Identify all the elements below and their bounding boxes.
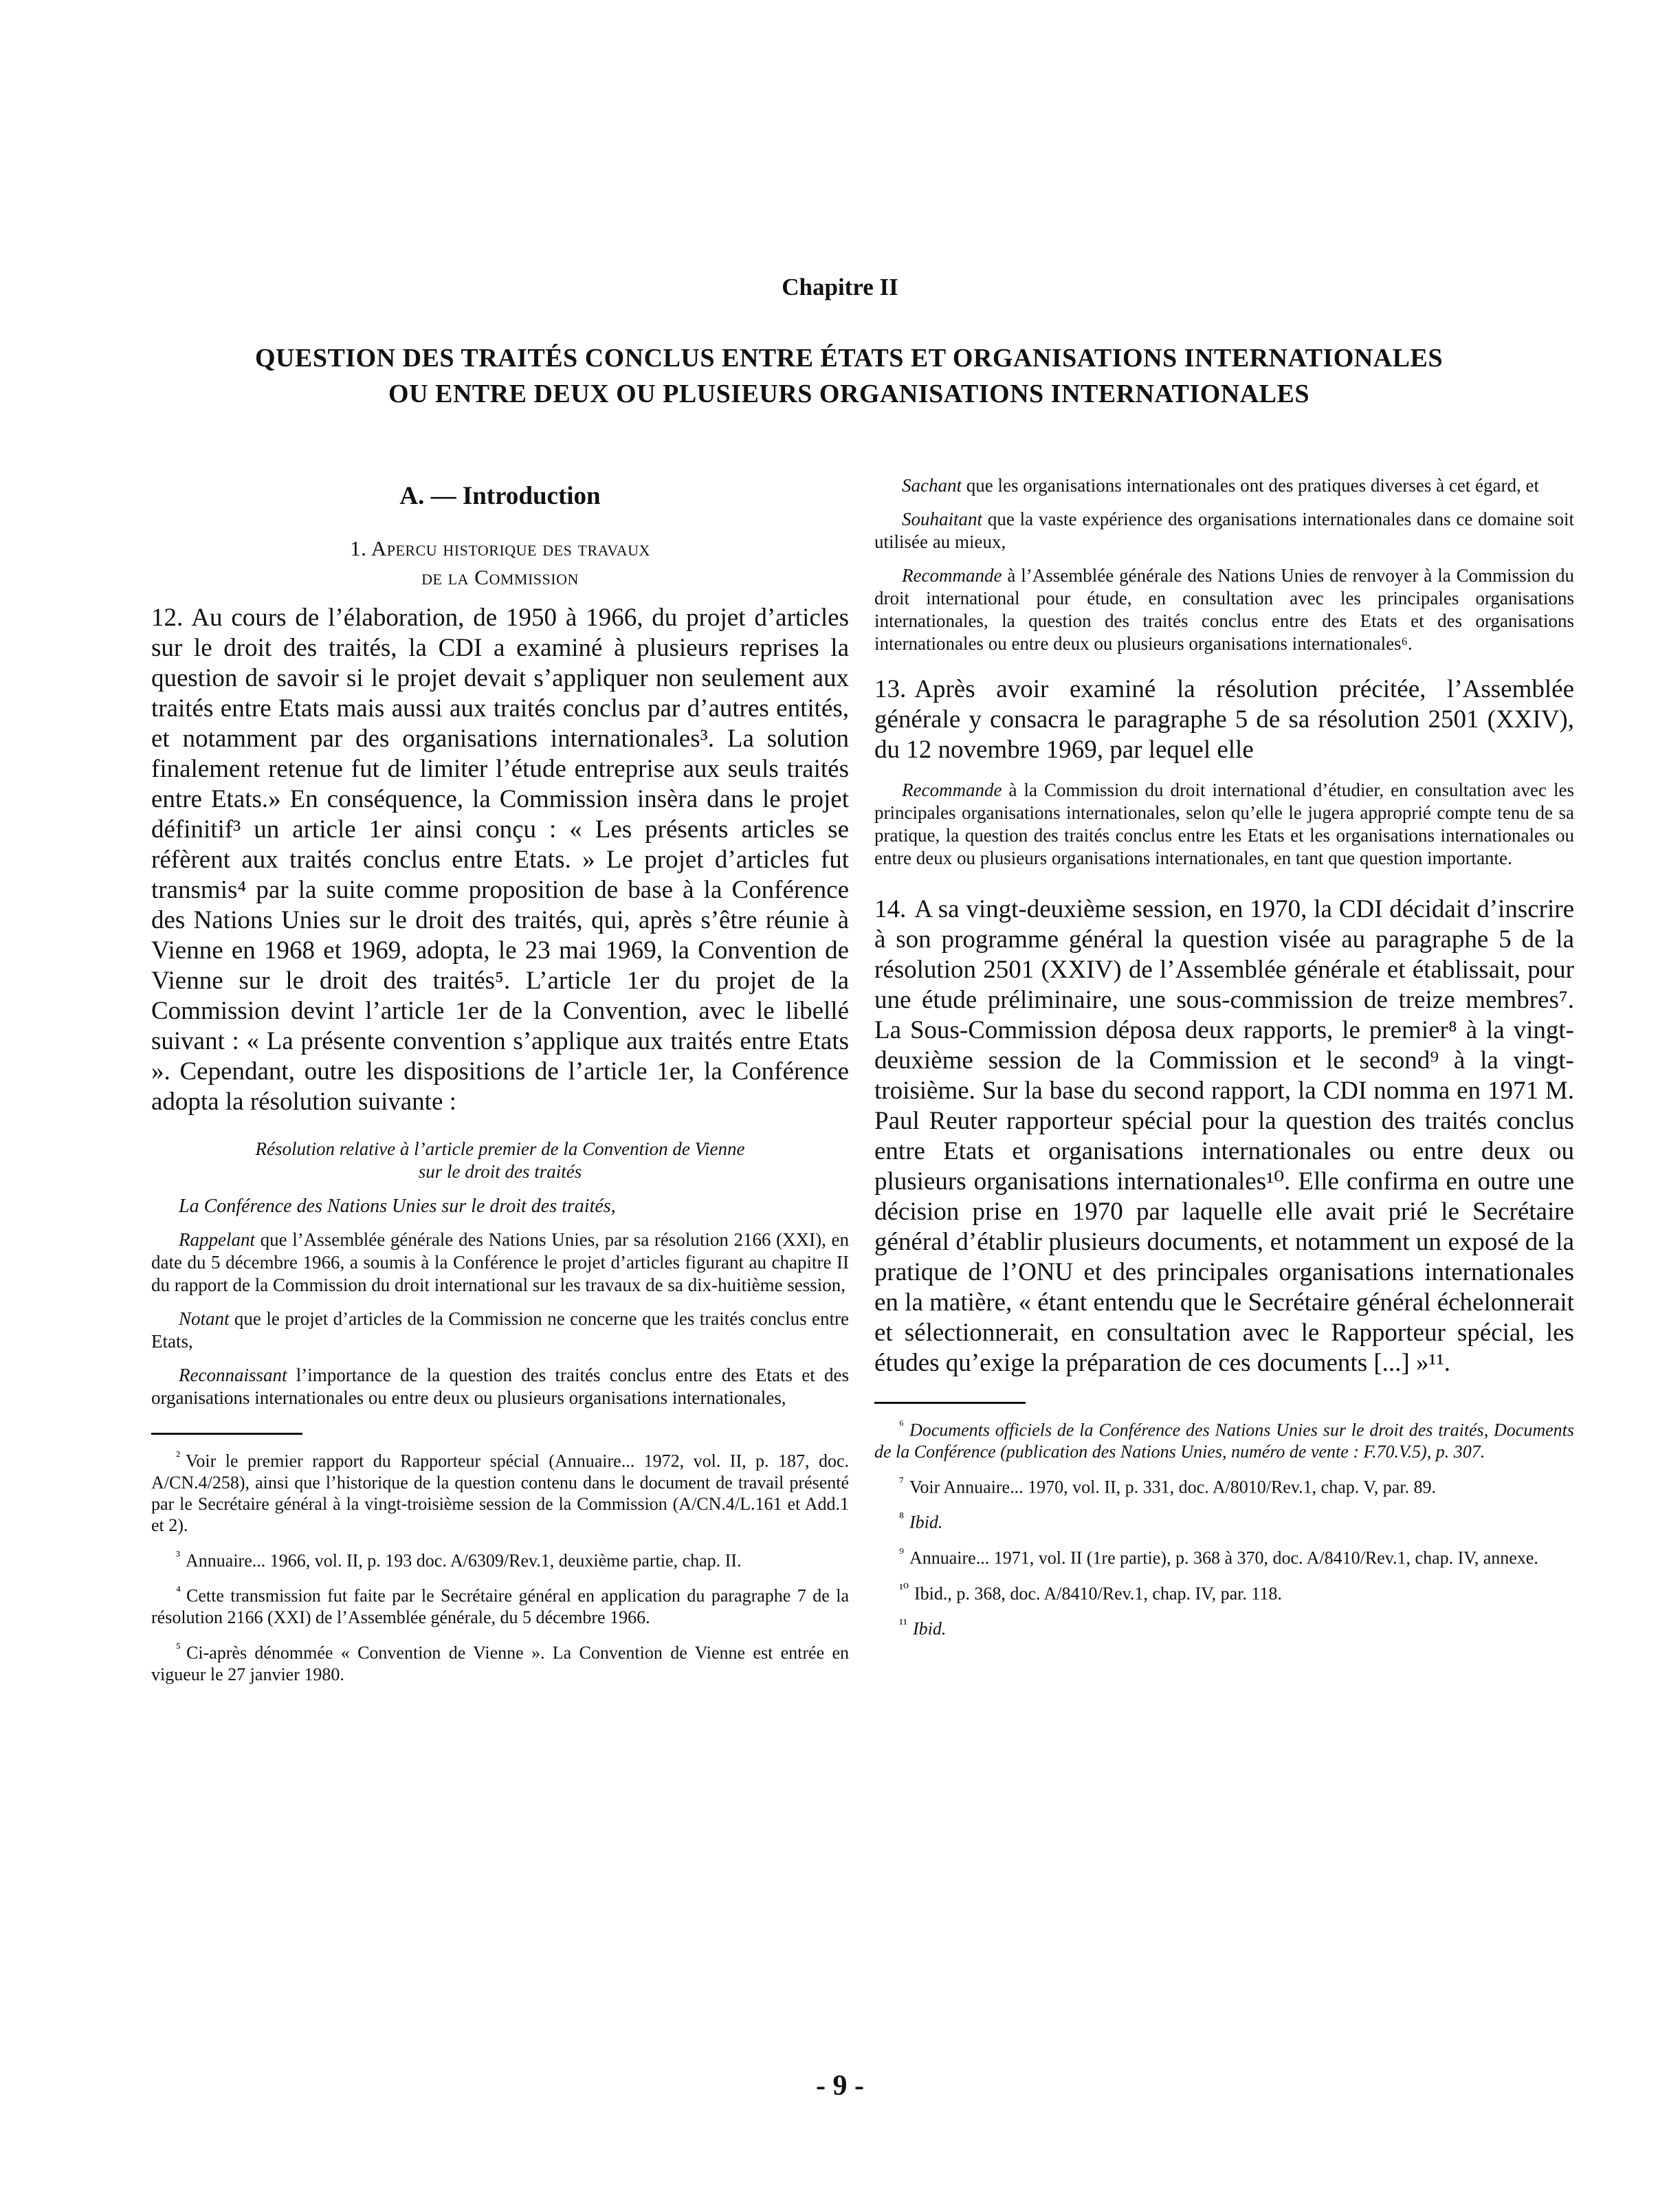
section-heading: A. — Introduction: [399, 482, 601, 510]
paragraph-text: Au cours de l’élaboration, de 1950 à 1966, du projet d’articles sur le droit des traités, la CDI a examiné à plusieurs reprises la question de savoir si le projet devait s’appliquer non seulement aux traités entre Etats mais aussi aux traités conclus par d’autres entités, et notamment par des organisations internationales³. La solution finalement retenue fut de limiter l’étude entreprise aux seuls traités entre Etats.» En conséquence, la Commission insèra dans le projet définitif³ un article 1er ainsi conçu : « Les présents articles se réfèrent aux traités conclus entre Etats. » Le projet d’articles fut transmis⁴ par la suite comme proposition de base à la Conférence des Nations Unies sur le droit des traités, qui, après s’être réunie à Vienne en 1968 et 1969, adopta, le 23 mai 1969, la Convention de Vienne sur le droit des traités⁵. L’article 1er du projet de la Commission devint l’article 1er de la Convention, avec le libellé suivant : « La présente convention s’applique aux traités entre Etats ». Cependant, outre les dispositions de l’article 1er, la Conférence adopta la résolution suivante :: [151, 604, 849, 1116]
footnote-text: Ibid., p. 368, doc. A/8410/Rev.1, chap. IV, par. 118.: [914, 1583, 1282, 1604]
resolution-title-line2: sur le droit des traités: [418, 1161, 582, 1182]
clause-lead: Rappelant: [179, 1229, 255, 1250]
clause-text: que l’Assemblée générale des Nations Unies, par sa résolution 2166 (XXI), en date du 5 décembre 1966, a soumis à la Conférence le projet d’articles figurant au chapitre II du rapport de la Commission du droit international sur les travaux de sa dix-huitième session,: [151, 1229, 849, 1295]
resolution-clause: [874, 564, 1574, 655]
footnote: [151, 1581, 849, 1628]
footnote-divider: [151, 1433, 302, 1435]
paragraph-13: [874, 674, 1574, 765]
chapter-label: Chapitre II: [782, 274, 898, 300]
quoted-resolution: [874, 779, 1574, 870]
footnote-number: ³: [176, 1548, 180, 1563]
footnote-number: ⁹: [899, 1545, 904, 1561]
resolution-preamble: La Conférence des Nations Unies sur le droit des traités,: [179, 1196, 616, 1217]
subsection-heading-line1: 1. Apercu historique des travaux: [350, 536, 650, 560]
footnote-number: ⁶: [899, 1418, 904, 1433]
paragraph-number: 14.: [874, 895, 907, 923]
footnote: [151, 1446, 849, 1536]
footnote-number: ²: [176, 1449, 180, 1464]
footnote-number: ⁵: [176, 1640, 181, 1656]
footnote-text: Ibid.: [913, 1618, 947, 1639]
footnote-text: Documents officiels de la Conférence des Nations Unies sur le droit des traités, Documents de la Conférence (publication des Nations Unies, numéro de vente : F.70.V.5), p. 307.: [874, 1420, 1574, 1462]
resolution-clause: [151, 1364, 849, 1409]
footnote-number: ⁴: [176, 1583, 181, 1599]
resolution-clause: [151, 1229, 849, 1297]
footnote-number: ¹⁰: [899, 1581, 909, 1596]
paragraph-number: 13.: [874, 675, 907, 703]
chapter-title-line2: OU ENTRE DEUX OU PLUSIEURS ORGANISATIONS INTERNATIONALES: [388, 380, 1309, 408]
footnote: [874, 1507, 1574, 1533]
subsection-heading: [151, 534, 849, 592]
clause-text: que le projet d’articles de la Commission ne concerne que les traités conclus entre Etats,: [151, 1308, 849, 1352]
footnote-number: ⁸: [899, 1510, 904, 1526]
footnote: [874, 1543, 1574, 1569]
left-column: [151, 474, 849, 1695]
paragraph-12: [151, 603, 849, 1117]
clause-lead: Souhaitant: [902, 509, 983, 529]
footnote: [874, 1415, 1574, 1462]
footnote-text: Voir Annuaire... 1970, vol. II, p. 331, doc. A/8010/Rev.1, chap. V, par. 89.: [909, 1477, 1436, 1497]
resolution-clause: [151, 1308, 849, 1353]
clause-text: à la Commission du droit international d’étudier, en consultation avec les principales organisations internationales, selon qu’elle le jugera approprié compte tenu de sa pratique, la question des traités conclus entre les Etats et les organisations internationales ou entre deux ou plusieurs organisations internationales, en tant que question importante.: [874, 780, 1574, 868]
clause-text: l’importance de la question des traités conclus entre des Etats et des organisations internationales ou entre deux ou plusieurs organisations internationales,: [151, 1365, 849, 1408]
footnote-text: Ci-après dénommée « Convention de Vienne ». La Convention de Vienne est entrée en vigueur le 27 janvier 1980.: [151, 1642, 849, 1684]
chapter-title: [124, 340, 1574, 412]
footnote-divider: [874, 1402, 1026, 1404]
footnote-number: ¹¹: [899, 1616, 907, 1632]
clause-lead: Reconnaissant: [179, 1365, 287, 1385]
footnote-text: Annuaire... 1971, vol. II (1re partie), p. 368 à 370, doc. A/8410/Rev.1, chap. IV, annexe.: [909, 1548, 1538, 1568]
footnote: [151, 1546, 849, 1572]
resolution-clause: [874, 508, 1574, 553]
footnote-text: Voir le premier rapport du Rapporteur spécial (Annuaire... 1972, vol. II, p. 187, doc. A/CN.4/258), ainsi que l’historique de la question contenu dans le document de travail présenté par le Secrétaire général à la vingt-troisième session de la Commission (A/CN.4/L.161 et Add.1 et 2).: [151, 1451, 849, 1535]
paragraph-number: 12.: [151, 604, 184, 632]
right-column: [874, 474, 1574, 1649]
footnote-text: Annuaire... 1966, vol. II, p. 193 doc. A/6309/Rev.1, deuxième partie, chap. II.: [186, 1550, 742, 1571]
paragraph-14: [874, 894, 1574, 1378]
footnote: [874, 1614, 1574, 1640]
footnote-text: Ibid.: [909, 1512, 943, 1532]
clause-text: à l’Assemblée générale des Nations Unies de renvoyer à la Commission du droit international pour étude, en consultation avec les principales organisations internationales, la question des traités conclus entre des Etats et des organisations internationales ou entre deux ou plusieurs organisations internationales⁶.: [874, 565, 1574, 654]
clause-lead: Recommande: [902, 565, 1002, 586]
footnote: [874, 1472, 1574, 1498]
footnote-text: Cette transmission fut faite par le Secrétaire général en application du paragraphe 7 de la résolution 2166 (XXI) de l’Assemblée générale, du 5 décembre 1966.: [151, 1585, 849, 1627]
clause-lead: Notant: [179, 1308, 230, 1329]
clause-lead: Recommande: [902, 780, 1002, 800]
paragraph-text: Après avoir examiné la résolution précitée, l’Assemblée générale y consacra le paragraphe 5 de sa résolution 2501 (XXIV), du 12 novembre 1969, par lequel elle: [874, 675, 1574, 764]
clause-lead: Sachant: [902, 475, 962, 496]
resolution-title-line1: Résolution relative à l’article premier de la Convention de Vienne: [255, 1138, 745, 1159]
chapter-title-line1: QUESTION DES TRAITÉS CONCLUS ENTRE ÉTATS ET ORGANISATIONS INTERNATIONALES: [255, 344, 1443, 373]
footnote: [151, 1638, 849, 1685]
resolution-title: [151, 1138, 849, 1183]
clause-text: que les organisations internationales ont des pratiques diverses à cet égard, et: [962, 475, 1539, 496]
clause-text: que la vaste expérience des organisations internationales dans ce domaine soit utilisée au mieux,: [874, 509, 1574, 552]
paragraph-text: A sa vingt-deuxième session, en 1970, la CDI décidait d’inscrire à son programme général la question visée au paragraphe 5 de la résolution 2501 (XXIV) de l’Assemblée générale et établissait, pour une étude préliminaire, une sous-commission de treize membres⁷. La Sous-Commission déposa deux rapports, le premier⁸ à la vingt-deuxième session de la Commission et le second⁹ à la vingt-troisième. Sur la base du second rapport, la CDI nomma en 1971 M. Paul Reuter rapporteur spécial pour la question des traités conclus entre Etats et organisations internationales ou entre deux ou plusieurs organisations internationales¹⁰. Elle confirma en outre une décision prise en 1970 par laquelle elle avait prié le Secrétaire général d’établir plusieurs documents, et notamment un exposé de la pratique de l’ONU et des principales organisations internationales en la matière, « étant entendu que le Secrétaire général échelonnerait et sélectionnerait, en consultation avec le Rapporteur spécial, les études qu’exige la préparation de ces documents [...] »¹¹.: [874, 895, 1574, 1377]
subsection-heading-line2: de la Commission: [421, 565, 579, 589]
page-number: - 9 -: [816, 2070, 864, 2102]
footnote-number: ⁷: [899, 1474, 904, 1490]
footnote: [874, 1578, 1574, 1605]
resolution-clause: [874, 474, 1574, 497]
